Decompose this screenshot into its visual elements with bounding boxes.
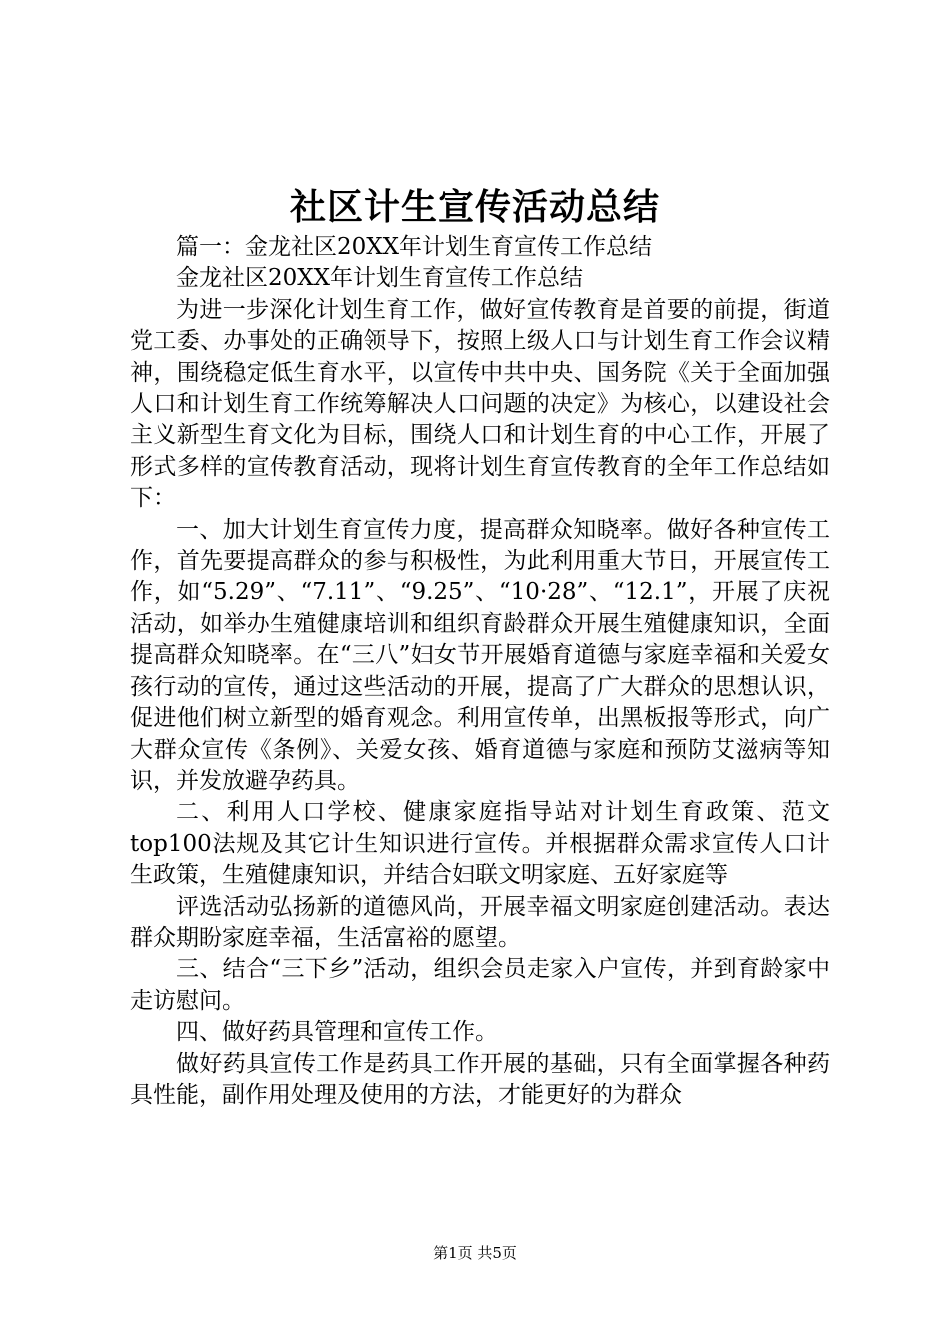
document-title: 社区计生宣传活动总结 bbox=[289, 187, 660, 228]
subsection-heading: 金龙社区20XX年计划生育宣传工作总结 bbox=[176, 265, 584, 292]
document-body bbox=[130, 232, 830, 1111]
page-number-footer: 第1页 共5页 bbox=[433, 1244, 517, 1262]
body-paragraph: 为进一步深化计划生育工作，做好宣传教育是首要的前提，街道党工委、办事处的正确领导下，按照上级人口与计划生育工作会议精神，围绕稳定低生育水平，以宣传中共中央、国务院《关于全面加强人口和计划生育工作统筹解决人口问题的决定》为核心，以建设社会主义新型生育文化为目标，围绕人口和计划生育的中心工作，开展了形式多样的宣传教育活动，现将计划生育宣传教育的全年工作总结如下： bbox=[130, 296, 830, 512]
section-heading: 篇一：金龙社区20XX年计划生育宣传工作总结 bbox=[176, 234, 653, 260]
body-paragraph: 二、利用人口学校、健康家庭指导站对计划生育政策、范文top100法规及其它计生知识进行宣传。并根据群众需求宣传人口计生政策，生殖健康知识，并结合妇联文明家庭、五好家庭等 bbox=[130, 799, 830, 889]
body-paragraph: 四、做好药具管理和宣传工作。 bbox=[176, 1019, 498, 1046]
body-paragraph: 三、结合“三下乡”活动，组织会员走家入户宣传，并到育龄家中走访慰问。 bbox=[130, 956, 830, 1014]
body-paragraph: 做好药具宣传工作是药具工作开展的基础，只有全面掌握各种药具性能，副作用处理及使用的方法，才能更好的为群众 bbox=[130, 1050, 830, 1108]
body-paragraph: 一、加大计划生育宣传力度，提高群众知晓率。做好各种宣传工作，首先要提高群众的参与积极性，为此利用重大节日，开展宣传工作，如“5.29”、“7.11”、“9.25”、“10·28”、“12.1”，开展了庆祝活动，如举办生殖健康培训和组织育龄群众开展生殖健康知识，全面提高群众知晓率。在“三八”妇女节开展婚育道德与家庭幸福和关爱女孩行动的宣传，通过这些活动的开展，提高了广大群众的思想认识，促进他们树立新型的婚育观念。利用宣传单，出黑板报等形式，向广大群众宣传《条例》、关爱女孩、婚育道德与家庭和预防艾滋病等知识，并发放避孕药具。 bbox=[130, 516, 830, 794]
body-paragraph: 评选活动弘扬新的道德风尚，开展幸福文明家庭创建活动。表达群众期盼家庭幸福，生活富裕的愿望。 bbox=[130, 893, 830, 951]
